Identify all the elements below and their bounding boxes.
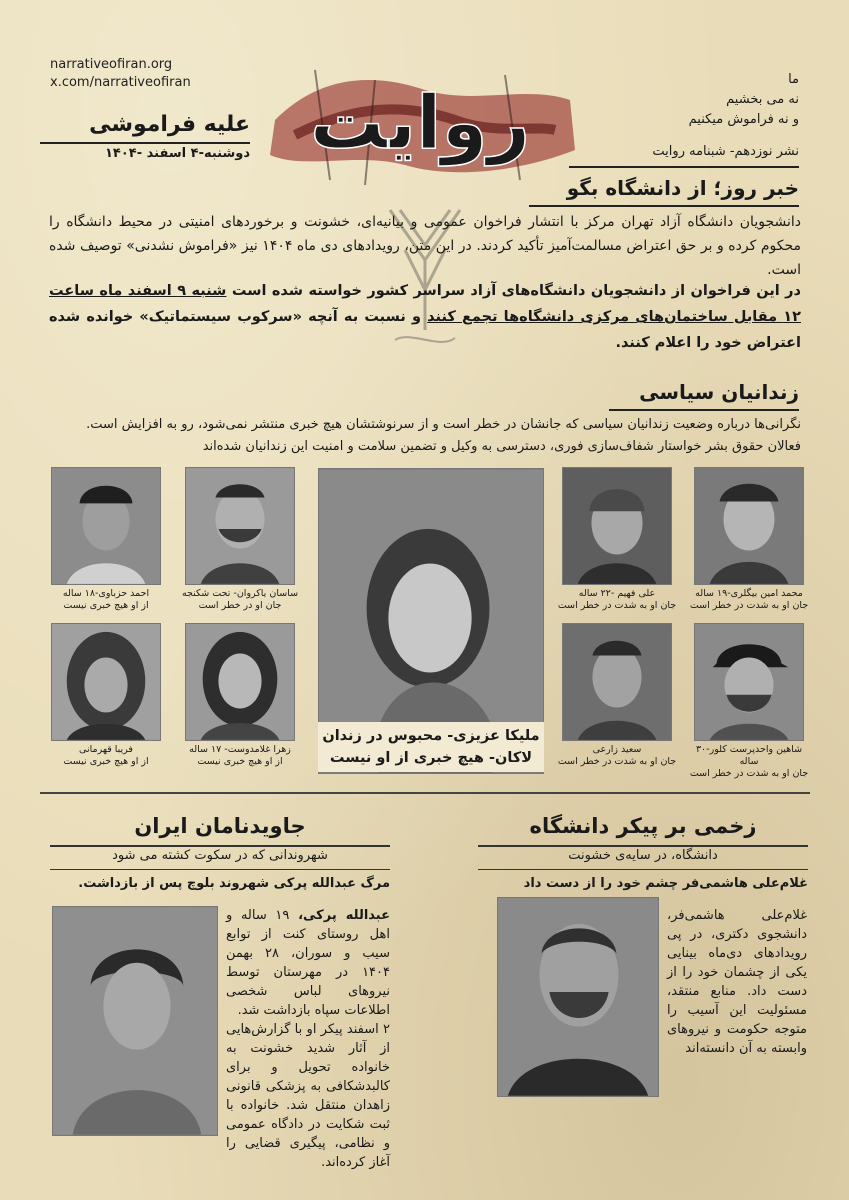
- prisoner-status: جان او در خطر است: [198, 600, 282, 611]
- prisoner-caption: [556, 744, 678, 768]
- prisoner-photo: [694, 623, 804, 741]
- prisoner-caption: [179, 744, 301, 768]
- issue-date: دوشنبه-۴ اسفند -۱۴۰۴: [105, 146, 250, 161]
- masthead-title: روایت: [309, 80, 531, 166]
- student-photo: [497, 897, 659, 1097]
- prisoner-name: سعید زارعی: [592, 744, 642, 755]
- section1-body: دانشجویان دانشگاه آزاد تهران مرکز با انتشار فراخوان عمومی و بیانیه‌ای، خشونت و برخوردهای امنیتی در محیط دانشگاه را محکوم کرده و بر حق اعتراض مسالمت‌آمیز تأکید کردند. در این متن، رویدادهای دی ماه ۱۴۰۴ نیز «فراموش نشدنی» توصیف شده است.: [49, 214, 801, 278]
- section2-body: [41, 414, 801, 458]
- section3-body: [226, 906, 390, 1020]
- motto-line: نه می بخشیم: [726, 92, 799, 107]
- prisoner-caption: [556, 588, 678, 612]
- section1-title: خبر روز؛ از دانشگاه بگو: [566, 176, 799, 200]
- section2-title: زندانیان سیاسی: [639, 380, 799, 404]
- section4-subtitle: دانشگاه، در سایه‌ی خشونت: [568, 848, 718, 863]
- prisoner-status: جان او به شدت در خطر است: [689, 600, 809, 611]
- prisoner-name: شاهین واحدپرست کلور-۳۰ ساله: [695, 744, 803, 767]
- prisoner-caption: [45, 744, 167, 768]
- section2-line: نگرانی‌ها درباره وضعیت زندانیان سیاسی که جانشان در خطر است و از سرنوشتشان هیچ خبری منتشر نمی‌شود، رو به افزایش است.: [86, 417, 801, 432]
- section1-call: [49, 278, 801, 356]
- feature-caption-line: لاکان- هیچ خبری از او نیست: [329, 750, 533, 766]
- rule: [529, 205, 799, 207]
- section4-headline: غلام‌علی هاشمی‌فر چشم خود را از دست داد: [523, 876, 808, 891]
- section2-line: فعالان حقوق بشر خواستار شفاف‌سازی فوری، دسترسی به وکیل و تضمین سلامت و امنیت این زندانیان شده‌اند: [202, 439, 801, 454]
- martyr-name: عبدالله پرکی،: [298, 908, 390, 923]
- call-text: و نسبت به آنچه «سرکوب سیستماتیک» خوانده شده اعتراض خود را اعلام کنند.: [49, 309, 801, 351]
- prisoner-caption: [45, 588, 167, 612]
- prisoner-photo: [51, 623, 161, 741]
- prisoner-photo: [562, 623, 672, 741]
- section3-text: ۱۹ ساله و اهل روستای کنت از توابع سیب و سوران، ۲۸ بهمن ۱۴۰۴ در مهرستان توسط نیروهای لباس شخصی اطلاعات سپاه بازداشت شد.: [226, 908, 390, 1018]
- rule: [50, 845, 390, 847]
- motto: [599, 70, 799, 130]
- section4-title: زخمی بر پیکر دانشگاه: [529, 814, 757, 838]
- martyr-photo: [52, 906, 218, 1136]
- prisoner-caption: [688, 744, 810, 780]
- prisoner-name: زهرا غلامدوست- ۱۷ ساله: [189, 744, 291, 755]
- prisoner-photo: [185, 623, 295, 741]
- rule: [609, 409, 799, 411]
- rule: [40, 142, 250, 144]
- section4-body: غلام‌علی هاشمی‌فر، دانشجوی دکتری، در پی رویدادهای دی‌ماه بینایی یکی از چشمان خود را از دست داد. منابع منتقد، مسئولیت این آسیب را متوجه حکومت و نیروهای وابسته به آن دانسته‌اند: [667, 908, 807, 1056]
- prisoner-name: علی فهیم -۲۲ ساله: [578, 588, 656, 599]
- section-divider: [40, 792, 810, 794]
- site-link[interactable]: narrativeofiran.org: [50, 57, 173, 72]
- prisoner-name: ساسان یاکروان- تحت شکنجه: [181, 588, 299, 599]
- call-text: در این فراخوان از دانشجویان دانشگاه‌های آزاد سراسر کشور خواسته شده است: [231, 283, 801, 299]
- site-links: [50, 56, 250, 92]
- prisoner-status: از او هیچ خبری نیست: [63, 600, 149, 611]
- prisoner-name: احمد حزباوی-۱۸ ساله: [62, 588, 150, 599]
- masthead-logo: [255, 40, 585, 190]
- prisoner-status: جان او به شدت در خطر است: [689, 768, 809, 779]
- left-title: علیه فراموشی: [89, 112, 250, 137]
- prisoner-photo: [51, 467, 161, 585]
- section3-headline: مرگ عبدالله پرکی شهروند بلوچ پس از بازداشت.: [78, 876, 390, 891]
- prisoner-caption: [179, 588, 301, 612]
- motto-line: و نه فراموش میکنیم: [688, 112, 799, 127]
- prisoner-status: جان او به شدت در خطر است: [557, 756, 677, 767]
- prisoner-name: فریبا قهرمانی: [79, 744, 133, 755]
- rule: [478, 845, 808, 847]
- section3-title: جاویدنامان ایران: [134, 814, 306, 838]
- prisoner-status: از او هیچ خبری نیست: [63, 756, 149, 767]
- rule: [50, 869, 390, 870]
- rule: [569, 166, 799, 168]
- section3-subtitle: شهروندانی که در سکوت کشته می شود: [112, 848, 328, 863]
- prisoner-name: محمد امین بیگلری-۱۹ ساله: [695, 588, 803, 599]
- prisoner-caption: [688, 588, 810, 612]
- prisoner-status: از او هیچ خبری نیست: [197, 756, 283, 767]
- issue-number: نشر نوزدهم- شبنامه روایت: [652, 144, 799, 159]
- prisoner-photo: [562, 467, 672, 585]
- rule: [478, 869, 808, 870]
- section3-body: ۲ اسفند پیکر او با گزارش‌هایی از آثار شدید خشونت به خانواده تحویل و برای کالبدشکافی به پزشکی قانونی زاهدان منتقل شد. خانواده با ثبت شکایت در دادگاه عمومی و نظامی، پیگیری قضایی را آغاز کرده‌اند.: [226, 1022, 390, 1170]
- motto-line: ما: [788, 72, 799, 87]
- social-link[interactable]: x.com/narrativeofiran: [50, 75, 191, 90]
- prisoner-photo: [185, 467, 295, 585]
- prisoner-photo: [694, 467, 804, 585]
- prisoner-status: جان او به شدت در خطر است: [557, 600, 677, 611]
- call-highlight: شنبه ۹ اسفند ماه ساعت ۱۲ مقابل ساختمان‌های مرکزی دانشگاه‌ها تجمع کنند: [49, 283, 801, 325]
- feature-caption-line: ملیکا عزیزی- محبوس در زندان: [322, 728, 540, 744]
- feature-caption: [318, 722, 544, 772]
